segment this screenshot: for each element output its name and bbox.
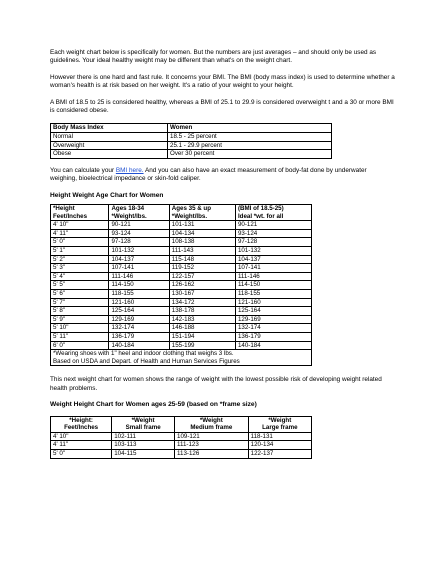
table-row [51,341,312,350]
chart1-cell: 136-179 [235,332,311,341]
chart1-cell: 142-183 [169,315,235,324]
chart1-cell: 111-146 [109,272,169,281]
chart1-cell: 5' 10" [51,324,109,333]
chart2-header-row [51,416,312,432]
chart2-title: Weight Height Chart for Women ages 25-59 (based on *frame size) [50,401,257,409]
bmi-cell: Normal [51,133,168,142]
chart1-cell: 5' 11" [51,332,109,341]
chart1-body [51,205,312,350]
table-row [51,432,312,441]
bmi-cell: 25.1 - 29.9 percent [168,141,332,150]
chart1-cell: 134-172 [169,298,235,307]
chart1-cell: 125-164 [235,307,311,316]
chart1-cell: 5' 9" [51,315,109,324]
intro-paragraph-1: Each weight chart below is specifically for women. But the numbers are just averages – and should only be used as guidelines. Your ideal healthy weight may be different than what's on the weight chart. [50,49,377,65]
table-row [51,141,332,150]
chart1-cell: 125-164 [109,307,169,316]
bmi-cell: Over 30 percent [168,150,332,159]
chart1-cell: 111-146 [235,272,311,281]
table-row [51,332,312,341]
table-row [51,255,312,264]
chart1-header-cell: Ideal *wt. for all [235,213,311,221]
chart2-cell: 109-121 [175,432,249,441]
chart1-notes [51,350,312,366]
table-row [51,289,312,298]
chart1-cell: 132-174 [235,324,311,333]
chart1-cell: 93-124 [235,229,311,238]
intro-paragraph-3: A BMI of 18.5 to 25 is considered healthy, whereas a BMI of 25.1 to 29.9 is considered overweight t and a 30 or more BMI is considered obese. [50,98,394,115]
chart1-header-cell: Ages 18-34 [109,205,169,213]
chart2-cell: 104-115 [112,449,175,458]
chart2-cell: 111-123 [175,441,249,450]
chart1-header-row-2 [51,213,312,221]
chart1-cell: 132-174 [109,324,169,333]
chart2-header-line: *Weight [131,416,155,424]
chart1-cell: 130-167 [169,289,235,298]
chart1-cell: 107-141 [109,264,169,273]
table-row [51,441,312,450]
table-row [51,221,312,230]
chart1-cell: 5' 3" [51,264,109,273]
chart1-cell: 104-137 [235,255,311,264]
table-row [51,307,312,316]
chart1-cell: 5' 0" [51,238,109,247]
document-page [50,49,395,459]
chart1-cell: 136-179 [109,332,169,341]
chart2-cell: 4' 11" [51,441,112,450]
bmi-table-header [51,124,332,133]
table-row [51,133,332,142]
chart1-cell: 122-157 [169,272,235,281]
table-row [51,272,312,281]
chart2-body [51,432,312,458]
chart2-header-line: *Weight [199,416,223,424]
bmi-header-cell: Body Mass Index [51,124,168,133]
bmi-header-cell: Women [168,124,332,133]
chart2-header-cell [51,416,112,432]
chart1-cell: 119-152 [169,264,235,273]
chart1-cell: 101-131 [169,221,235,230]
chart1-header-cell: (BMI of 18.5-25) [235,205,311,213]
chart1-cell: 118-155 [235,289,311,298]
between-paragraph: This next weight chart for women shows the range of weight with the lowest possible risk of developing weight related health problems. [50,376,382,392]
chart2-header-line: Small frame [125,424,161,432]
chart2-header-line: Feet/Inches [64,424,99,432]
chart1-cell: 140-184 [235,341,311,350]
chart2-cell: 103-113 [112,441,175,450]
chart2-cell: 4' 10" [51,432,112,441]
chart2-cell: 122-137 [248,449,311,458]
chart1-header-cell: Feet/Inches [51,213,109,221]
table-row [51,315,312,324]
chart1-cell: 4' 11" [51,229,109,238]
chart2-cell: 118-131 [248,432,311,441]
table-row [51,324,312,333]
bmi-cell: Obese [51,150,168,159]
chart1-cell: 138-178 [169,307,235,316]
chart1-cell: 107-141 [235,264,311,273]
chart1-note-2: Based on USDA and Depart. of Health and Human Services Figures [53,357,240,365]
table-row [51,298,312,307]
chart1-cell: 114-150 [109,281,169,290]
chart1-header-cell: *Weight/lbs. [109,213,169,221]
chart1-cell: 108-138 [169,238,235,247]
chart1-cell: 5' 7" [51,298,109,307]
chart1-cell: 6' 0" [51,341,109,350]
chart1-note-cell [51,350,312,366]
chart2-cell: 102-111 [112,432,175,441]
table-row [51,150,332,159]
chart2-header-cell [248,416,311,432]
chart1-title: Height Weight Age Chart for Women [50,191,164,199]
chart2-cell: 5' 0" [51,449,112,458]
chart1-cell: 115-148 [169,255,235,264]
chart1-cell: 5' 8" [51,307,109,316]
table-row [51,264,312,273]
chart1-cell: 5' 2" [51,255,109,264]
chart1-cell: 111-143 [169,247,235,256]
chart1-cell: 121-160 [109,298,169,307]
bmi-cell: 18.5 - 25 percent [168,133,332,142]
height-weight-age-table [50,204,312,366]
table-row [51,229,312,238]
chart2-cell: 120-134 [248,441,311,450]
chart1-note-row [51,350,312,366]
chart2-header-cell [112,416,175,432]
bmi-cell: Overweight [51,141,168,150]
chart1-cell: 97-128 [109,238,169,247]
calc-text-before: You can calculate your [50,166,116,174]
chart1-cell: 126-162 [169,281,235,290]
chart1-cell: 93-124 [109,229,169,238]
chart1-note-1: *Wearing shoes with 1" heel and indoor clothing that weighs 3 lbs. [53,350,234,358]
chart1-cell: 129-169 [109,315,169,324]
chart1-cell: 5' 1" [51,247,109,256]
chart1-cell: 151-194 [169,332,235,341]
chart1-header-row-1 [51,205,312,213]
chart1-cell: 104-137 [109,255,169,264]
chart1-cell: 118-155 [109,289,169,298]
chart2-header-line: Large frame [262,424,298,432]
table-row [51,449,312,458]
chart1-header-cell: *Height [51,205,109,213]
intro-paragraph-2: However there is one hard and fast rule. It concerns your BMI. The BMI (body mass index) is used to determine whether a woman's health is at risk based on her weight. It's a ratio of your weight to your height. [50,73,395,90]
bmi-link[interactable]: BMI here. [115,166,144,174]
chart1-header-cell: *Weight/lbs. [169,213,235,221]
chart1-cell: 129-169 [235,315,311,324]
chart1-cell: 140-184 [109,341,169,350]
calc-text-after: And you can also have an exact measurement of body-fat done by underwater weighing, bioelectrical impedance or skin-fold caliper. [50,166,367,183]
chart1-cell: 90-121 [109,221,169,230]
table-row [51,238,312,247]
bmi-table [50,123,332,158]
table-row [51,247,312,256]
chart2-header-line: *Height: [69,416,93,424]
chart2-cell: 113-126 [175,449,249,458]
chart1-cell: 121-160 [235,298,311,307]
table-row [51,281,312,290]
chart1-cell: 5' 5" [51,281,109,290]
chart1-cell: 155-199 [169,341,235,350]
chart1-cell: 97-128 [235,238,311,247]
chart1-cell: 146-188 [169,324,235,333]
chart2-header-line: *Weight [268,416,292,424]
chart1-cell: 90-121 [235,221,311,230]
calc-paragraph [50,167,395,184]
chart1-cell: 5' 6" [51,289,109,298]
chart2-header-line: Medium frame [190,424,233,432]
chart1-header-cell: Ages 35 & up [169,205,235,213]
chart1-cell: 4' 10" [51,221,109,230]
chart1-cell: 101-132 [235,247,311,256]
chart1-cell: 114-150 [235,281,311,290]
chart2-header-cell [175,416,249,432]
frame-size-table [50,416,312,459]
chart1-cell: 5' 4" [51,272,109,281]
chart1-cell: 104-134 [169,229,235,238]
chart1-cell: 101-132 [109,247,169,256]
